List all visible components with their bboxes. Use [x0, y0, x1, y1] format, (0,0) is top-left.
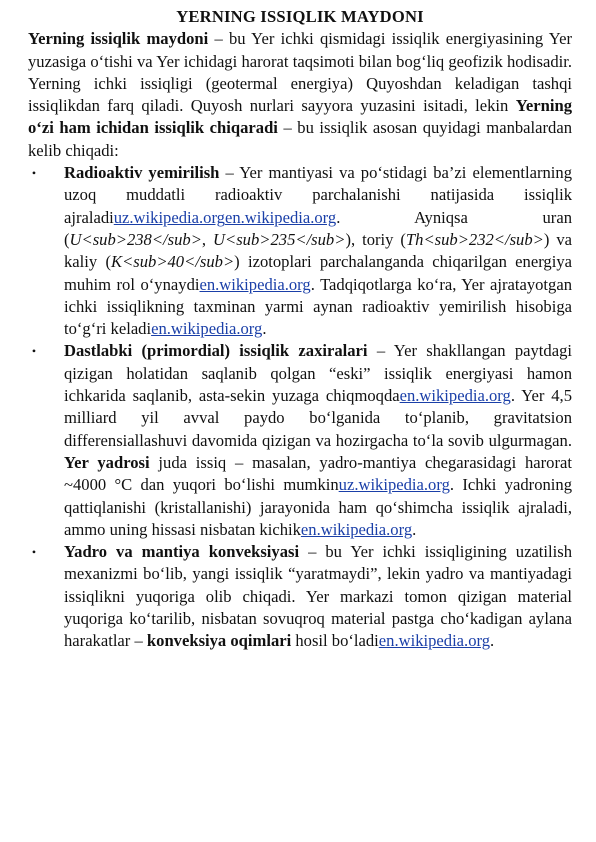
item-text: ), toriy ( — [345, 229, 406, 249]
isotope-u238: U<sub>238</sub> — [69, 229, 202, 249]
item-term: Dastlabki (primordial) issiqlik zaxiralari — [64, 341, 368, 361]
item-text: , — [201, 229, 214, 249]
list-item-primordial-heat — [28, 340, 572, 541]
item-text: – bu Yer ichki issiqligining uzatilish mexanizmi bo‘lib, yangi issiqlik “yaratmaydi”, lekin yadro va mantiyadagi issiqlikni yuqoriga olib chiqadi. Yer markazi tomon qizigan material yuqoriga ko‘tarilib, nisbatan sovuqroq material pastga cho‘kadigan aylana harakatlar – — [64, 542, 573, 651]
reference-link[interactable]: uz.wikipedia.org — [113, 207, 225, 227]
reference-link[interactable]: en.wikipedia.org — [378, 631, 491, 651]
isotope-th232: Th<sub>232</sub> — [405, 229, 544, 249]
isotope-k40: K<sub>40</sub> — [111, 252, 235, 272]
item-text: . Yer 4,5 milliard yil avval paydo bo‘lganida to‘planib, gravitatsion differensiallashuvi davomida qizigan va hozirgacha to‘la sovib ulgurmagan. — [64, 386, 572, 450]
item-text: . — [412, 519, 417, 539]
intro-text: – bu Yer ichki qismidagi issiqlik energiyasining Yer yuzasiga o‘tishi va Yer ichidagi harorat taqsimoti bilan bog‘liq geofizik hodisadir. Yerning ichki issiqligi (geotermal energiya) Quyoshdan keladigan tashqi issiqlikdan farq qiladi. Quyosh nurlari sayyora yuzasini isitadi, lekin — [28, 29, 572, 116]
reference-link[interactable]: en.wikipedia.org — [151, 319, 263, 339]
item-text: – Yer mantiyasi va po‘stidagi ba’zi elementlarning uzoq muddatli radioaktiv parchalanishi natijasida issiqlik ajraladi — [64, 163, 572, 227]
item-text: – Yer shakllangan paytdagi qizigan holatidan saqlanib qolgan “eski” issiqlik energiyasi hamon ichkarida saqlanib, asta-sekin yuzaga chiqmoqda — [64, 341, 572, 406]
item-text: juda issiq – masalan, yadro-mantiya chegarasidagi harorat ~4000 °C dan yuqori bo‘lishi mumkin — [64, 452, 572, 495]
source-list — [28, 162, 572, 653]
reference-link[interactable]: en.wikipedia.org — [399, 386, 511, 406]
item-text: . — [262, 319, 267, 339]
intro-term: Yerning issiqlik maydoni — [28, 29, 209, 49]
bullet-icon: • — [31, 545, 37, 560]
list-item-radioactive-decay — [28, 162, 572, 340]
item-text: . Tadqiqotlarga ko‘ra, Yer ajratayotgan ichki issiqlikning taxminan yarmi aynan radioaktiv yemirilish hisobiga to‘g‘ri keladi — [64, 274, 572, 339]
reference-link[interactable]: uz.wikipedia.org — [338, 475, 450, 495]
list-item-convection — [28, 541, 572, 652]
item-term: Radioaktiv yemirilish — [64, 163, 220, 183]
item-text: . Ayniqsa uran ( — [64, 207, 572, 249]
item-text: . — [490, 631, 495, 651]
bullet-icon: • — [31, 344, 37, 359]
page-title: YERNING ISSIQLIK MAYDONI — [176, 7, 424, 26]
intro-paragraph — [28, 28, 572, 162]
isotope-u235: U<sub>235</sub> — [213, 229, 346, 249]
bullet-icon: • — [31, 166, 37, 181]
item-term: Yadro va mantiya konveksiyasi — [64, 542, 300, 562]
intro-text: – bu issiqlik asosan quyidagi manbalardan kelib chiqadi: — [28, 118, 572, 160]
item-text: ) izotoplari parchalanganda chiqarilgan energiya muhim rol o‘ynaydi — [64, 252, 572, 294]
item-emphasis: konveksiya oqimlari — [146, 631, 292, 651]
intro-emphasis: Yerning o‘zi ham ichidan issiqlik chiqaradi — [28, 96, 572, 138]
item-text: ) va kaliy ( — [64, 229, 573, 272]
reference-link[interactable]: en.wikipedia.org — [224, 207, 337, 227]
item-emphasis: Yer yadrosi — [64, 452, 150, 472]
item-text: . Ichki yadroning qattiqlanishi (kristallanishi) jarayonida ham qo‘shimcha issiqlik ajraladi, ammo uning hissasi nisbatan kichik — [64, 475, 572, 539]
reference-link[interactable]: en.wikipedia.org — [300, 519, 413, 539]
item-text: hosil bo‘ladi — [291, 631, 379, 651]
reference-link[interactable]: en.wikipedia.org — [199, 274, 311, 294]
